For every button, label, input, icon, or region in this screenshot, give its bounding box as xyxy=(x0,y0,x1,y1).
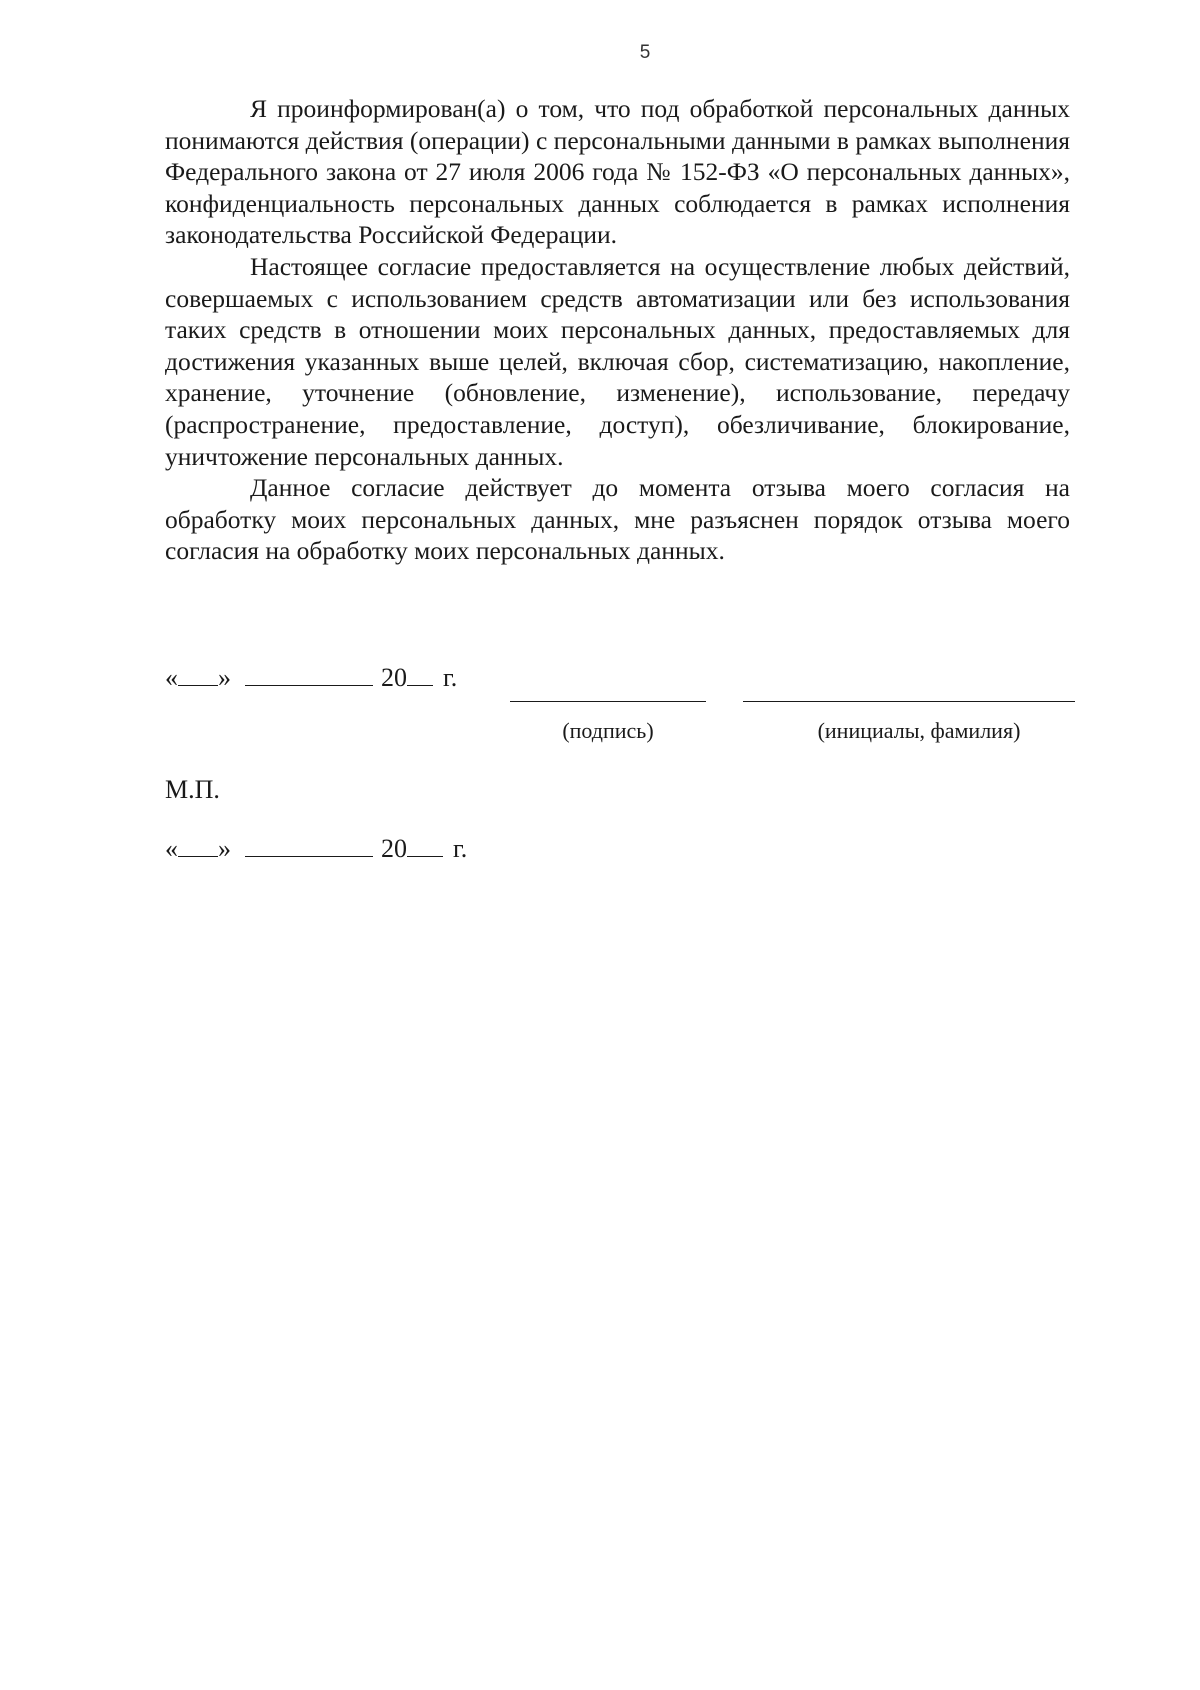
page-number: 5 xyxy=(639,42,651,63)
stamp-label: М.П. xyxy=(165,775,220,804)
date-field-row xyxy=(165,663,457,693)
second-day-blank xyxy=(178,834,218,857)
year-blank xyxy=(407,663,433,686)
name-line xyxy=(743,701,1075,702)
paragraph-scope: Настоящее согласие предоставляется на осуществление любых действий, совершаемых с использованием средств автоматизации или без использования таких средств в отношении моих персональных данных, предоставляемых для достижения указанных выше целей, включая сбор, систематизацию, накопление, хранение, уточнение (обновление, изменение), использование, передачу (распространение, предоставление, доступ), обезличивание, блокирование, уничтожение персональных данных. xyxy=(165,251,1070,471)
date-open-quote: « xyxy=(165,663,178,692)
day-blank xyxy=(178,663,218,686)
month-blank xyxy=(245,663,373,686)
consent-body xyxy=(165,93,1070,567)
year-prefix: 20 xyxy=(381,663,407,692)
second-year-suffix: г. xyxy=(453,834,468,863)
second-year-blank xyxy=(407,834,443,857)
name-caption: (инициалы, фамилия) xyxy=(817,718,1021,743)
second-date-field-row xyxy=(165,834,467,864)
signature-caption: (подпись) xyxy=(562,718,654,743)
date-close-quote: » xyxy=(218,663,231,692)
second-month-blank xyxy=(245,834,373,857)
paragraph-validity: Данное согласие действует до момента отзыва моего согласия на обработку моих персональных данных, мне разъяснен порядок отзыва моего согласия на обработку моих персональных данных. xyxy=(165,473,1070,566)
second-date-close-quote: » xyxy=(218,834,231,863)
year-suffix: г. xyxy=(443,663,458,692)
second-date-open-quote: « xyxy=(165,834,178,863)
second-year-prefix: 20 xyxy=(381,834,407,863)
paragraph-information: Я проинформирован(а) о том, что под обработкой персональных данных понимаются действия (операции) с персональными данными в рамках выполнения Федерального закона от 27 июля 2006 года № 152-ФЗ «О персональных данных», конфиденциальность персональных данных соблюдается в рамках исполнения законодательства Российской Федерации. xyxy=(165,94,1070,250)
signature-line xyxy=(510,701,706,702)
